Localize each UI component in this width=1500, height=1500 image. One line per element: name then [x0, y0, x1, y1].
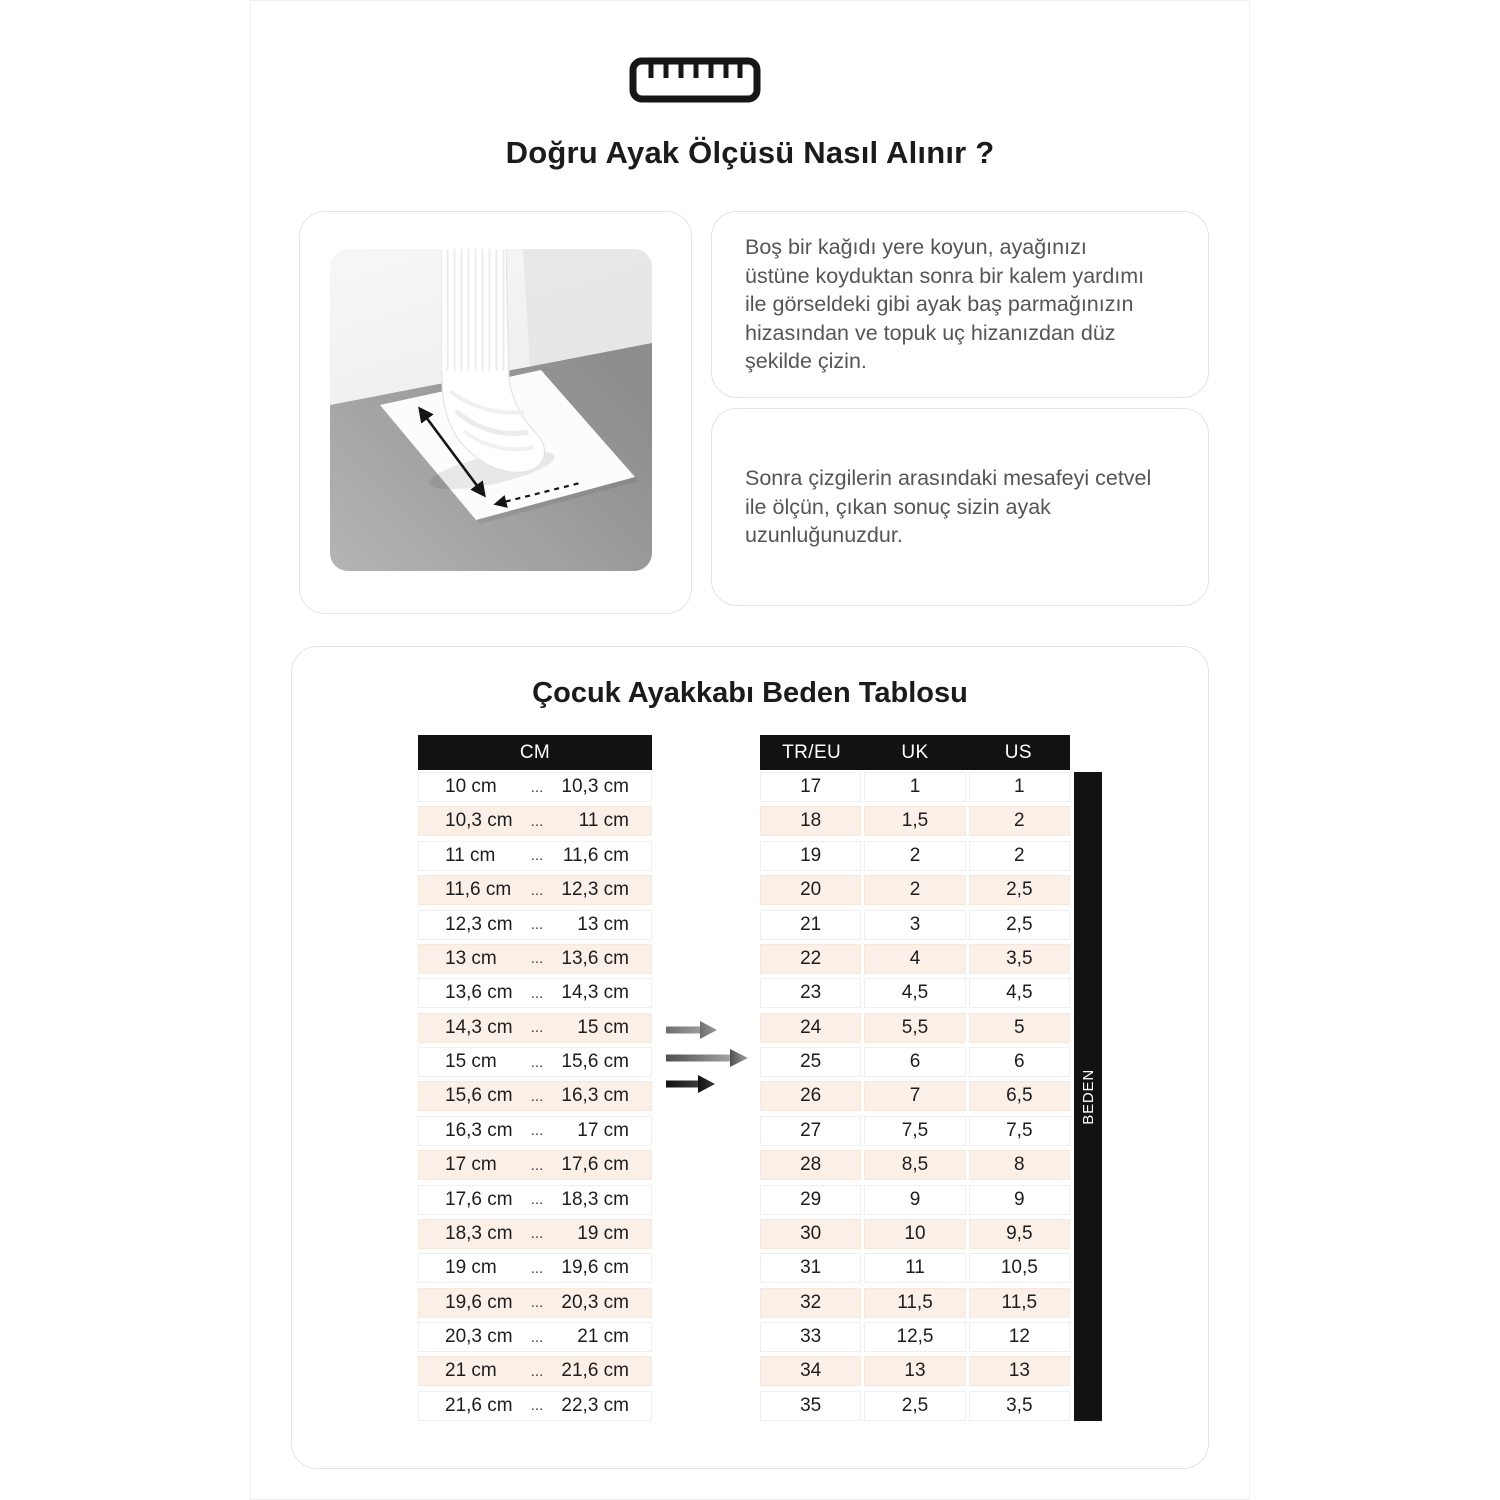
size-cell-tr-eu: 18 [760, 806, 861, 836]
range-dots: ... [530, 984, 544, 1002]
range-dots: ... [530, 1019, 544, 1037]
cm-table-row [418, 875, 652, 905]
howto-title: Doğru Ayak Ölçüsü Nasıl Alınır ? [505, 135, 995, 170]
cm-table-row [418, 1185, 652, 1215]
size-table-row [760, 772, 1070, 802]
size-cell-uk: 11,5 [864, 1288, 965, 1318]
range-dots: ... [530, 1156, 544, 1174]
size-cell-uk: 3 [864, 910, 965, 940]
range-dots: ... [530, 881, 544, 899]
cm-from-value: 21 cm [445, 1360, 497, 1382]
size-cell-us: 6 [969, 1047, 1070, 1077]
cm-from-value: 14,3 cm [445, 1016, 513, 1038]
cm-from-value: 15,6 cm [445, 1085, 513, 1107]
range-dots: ... [530, 1328, 544, 1346]
beden-bar [1074, 772, 1102, 1421]
cm-from-value: 15 cm [445, 1051, 497, 1072]
instruction-card-2 [711, 408, 1209, 606]
range-dots: ... [530, 778, 544, 796]
cm-from-value: 19,6 cm [445, 1291, 513, 1313]
size-table-row [760, 978, 1070, 1008]
range-dots: ... [530, 1087, 544, 1105]
photo-card [299, 211, 692, 614]
size-table-row [760, 875, 1070, 905]
size-cell-tr-eu: 27 [760, 1116, 861, 1146]
cm-to-value: 16,3 cm [561, 1085, 629, 1107]
size-cell-tr-eu: 35 [760, 1391, 861, 1421]
cm-from-value: 13,6 cm [445, 982, 513, 1004]
range-dots: ... [530, 916, 544, 933]
foot-measurement-photo [330, 249, 652, 571]
cm-header-label: CM [519, 741, 551, 763]
cm-to-value: 21,6 cm [561, 1360, 629, 1382]
size-table-row [760, 1185, 1070, 1215]
range-dots: ... [530, 1053, 544, 1071]
cm-from-value: 19 cm [445, 1257, 497, 1279]
cm-table-row [418, 1219, 652, 1249]
size-cell-uk: 4 [864, 944, 965, 974]
cm-table-row [418, 1047, 652, 1077]
size-cell-uk: 6 [864, 1047, 965, 1077]
size-cell-us: 9 [969, 1185, 1070, 1215]
size-cell-us: 2 [969, 806, 1070, 836]
cm-table-row [418, 1288, 652, 1318]
size-table-header [760, 735, 1070, 770]
ruler-icon [251, 57, 1139, 103]
instruction-text-1: Boş bir kağıdı yere koyun, ayağınızı üstüne koyduktan sonra bir kalem yardımı ile görseldeki gibi ayak baş parmağınızın hizasından ve topuk uç hizanızdan düz şekilde çizin. [745, 235, 1145, 374]
cm-table-row [418, 1253, 652, 1283]
size-cell-uk: 7 [864, 1081, 965, 1111]
size-cell-uk: 2,5 [864, 1391, 965, 1421]
cm-from-value: 21,6 cm [445, 1394, 513, 1416]
range-dots: ... [530, 950, 544, 968]
size-cell-tr-eu: 26 [760, 1081, 861, 1111]
size-cell-uk: 7,5 [864, 1116, 965, 1146]
size-cell-uk: 13 [864, 1356, 965, 1386]
size-cell-tr-eu: 17 [760, 772, 861, 802]
cm-table-row [418, 1322, 652, 1352]
size-cell-us: 9,5 [969, 1219, 1070, 1249]
cm-table-row [418, 944, 652, 974]
range-dots: ... [530, 1362, 544, 1380]
size-header-uk: UK [901, 741, 929, 763]
cm-from-value: 20,3 cm [445, 1326, 513, 1347]
instruction-card-1 [711, 211, 1209, 398]
cm-table-row [418, 1081, 652, 1111]
size-guide-page [250, 0, 1250, 1500]
cm-from-value: 12,3 cm [445, 913, 513, 935]
cm-table-body [418, 772, 652, 1421]
size-table-row [760, 1150, 1070, 1180]
cm-table-row [418, 910, 652, 940]
range-dots: ... [530, 1191, 544, 1208]
size-table-row [760, 944, 1070, 974]
size-cell-tr-eu: 21 [760, 910, 861, 940]
cm-table-row [418, 978, 652, 1008]
range-dots: ... [530, 812, 544, 830]
size-table-row [760, 841, 1070, 871]
size-table-row [760, 1081, 1070, 1111]
size-cell-uk: 5,5 [864, 1013, 965, 1043]
cm-to-value: 17 cm [577, 1119, 629, 1141]
size-cell-tr-eu: 30 [760, 1219, 861, 1249]
size-table-row [760, 1253, 1070, 1283]
size-cell-us: 4,5 [969, 978, 1070, 1008]
size-cell-tr-eu: 28 [760, 1150, 861, 1180]
size-table-row [760, 1391, 1070, 1421]
size-cell-us: 11,5 [969, 1288, 1070, 1318]
size-cell-uk: 2 [864, 875, 965, 905]
size-table-body [760, 772, 1070, 1421]
size-table-row [760, 1013, 1070, 1043]
cm-from-value: 10 cm [445, 776, 497, 797]
cm-from-value: 10,3 cm [445, 810, 513, 832]
cm-from-value: 18,3 cm [445, 1222, 513, 1244]
cm-to-value: 11,6 cm [562, 844, 629, 866]
size-cell-us: 5 [969, 1013, 1070, 1043]
size-header-us: US [1004, 741, 1032, 763]
cm-table-row [418, 772, 652, 802]
size-table-row [760, 1322, 1070, 1352]
size-cell-tr-eu: 34 [760, 1356, 861, 1386]
size-cell-us: 6,5 [969, 1081, 1070, 1111]
size-chart-title: Çocuk Ayakkabı Beden Tablosu [532, 677, 968, 709]
size-cell-tr-eu: 25 [760, 1047, 861, 1077]
size-cell-tr-eu: 32 [760, 1288, 861, 1318]
size-chart-card [291, 646, 1209, 1469]
cm-to-value: 18,3 cm [561, 1188, 629, 1210]
size-cell-uk: 1,5 [864, 806, 965, 836]
size-cell-us: 3,5 [969, 944, 1070, 974]
size-cell-us: 2,5 [969, 875, 1070, 905]
size-cell-us: 2 [969, 841, 1070, 871]
size-cell-tr-eu: 33 [760, 1322, 861, 1352]
size-table-row [760, 1288, 1070, 1318]
cm-to-value: 20,3 cm [561, 1291, 629, 1313]
size-cell-tr-eu: 20 [760, 875, 861, 905]
range-dots: ... [530, 1122, 544, 1140]
cm-from-value: 16,3 cm [445, 1119, 513, 1141]
size-table-row [760, 910, 1070, 940]
cm-table-row [418, 1150, 652, 1180]
size-cell-uk: 12,5 [864, 1322, 965, 1352]
cm-to-value: 19,6 cm [561, 1257, 629, 1279]
size-table-row [760, 806, 1070, 836]
cm-table-row [418, 1013, 652, 1043]
size-cell-us: 2,5 [969, 910, 1070, 940]
size-cell-us: 12 [969, 1322, 1070, 1352]
cm-to-value: 12,3 cm [561, 879, 629, 901]
beden-label: BEDEN [1079, 1068, 1097, 1125]
range-dots: ... [530, 1225, 544, 1243]
cm-to-value: 21 cm [577, 1326, 629, 1347]
cm-from-value: 13 cm [445, 947, 497, 969]
size-cell-us: 7,5 [969, 1116, 1070, 1146]
cm-from-value: 17 cm [445, 1154, 497, 1176]
size-table-row [760, 1116, 1070, 1146]
size-cell-tr-eu: 23 [760, 978, 861, 1008]
size-cell-tr-eu: 22 [760, 944, 861, 974]
instruction-text-2: Sonra çizgilerin arasındaki mesafeyi cetvel ile ölçün, çıkan sonuç sizin ayak uzunluğunuzdur. [745, 466, 1152, 548]
cm-to-value: 17,6 cm [561, 1154, 629, 1176]
cm-table-header [418, 735, 652, 770]
cm-table-row [418, 1391, 652, 1421]
size-table-row [760, 1356, 1070, 1386]
cm-from-value: 11 cm [445, 844, 496, 866]
size-cell-us: 8 [969, 1150, 1070, 1180]
cm-to-value: 13,6 cm [561, 947, 629, 969]
size-cell-us: 3,5 [969, 1391, 1070, 1421]
size-cell-us: 10,5 [969, 1253, 1070, 1283]
size-cell-us: 13 [969, 1356, 1070, 1386]
size-cell-uk: 4,5 [864, 978, 965, 1008]
size-cell-us: 1 [969, 772, 1070, 802]
cm-to-value: 10,3 cm [561, 776, 629, 797]
size-cell-uk: 1 [864, 772, 965, 802]
cm-to-value: 13 cm [577, 913, 629, 935]
size-header-tr-eu: TR/EU [782, 741, 842, 763]
cm-table-row [418, 1356, 652, 1386]
size-cell-uk: 9 [864, 1185, 965, 1215]
size-cell-tr-eu: 24 [760, 1013, 861, 1043]
cm-to-value: 15 cm [577, 1016, 629, 1038]
size-cell-uk: 2 [864, 841, 965, 871]
cm-to-value: 19 cm [577, 1222, 629, 1244]
cm-table-row [418, 1116, 652, 1146]
range-dots: ... [530, 1397, 544, 1415]
range-dots: ... [530, 1294, 544, 1312]
size-table-row [760, 1047, 1070, 1077]
cm-table-row [418, 841, 652, 871]
cm-to-value: 14,3 cm [561, 982, 629, 1004]
size-cell-uk: 8,5 [864, 1150, 965, 1180]
cm-from-value: 11,6 cm [445, 879, 512, 901]
size-cell-tr-eu: 29 [760, 1185, 861, 1215]
range-dots: ... [530, 1259, 544, 1277]
cm-to-value: 15,6 cm [561, 1051, 629, 1072]
cm-table-row [418, 806, 652, 836]
size-table-row [760, 1219, 1070, 1249]
size-cell-tr-eu: 19 [760, 841, 861, 871]
size-cell-uk: 10 [864, 1219, 965, 1249]
range-dots: ... [530, 847, 544, 865]
cm-from-value: 17,6 cm [445, 1188, 513, 1210]
cm-to-value: 22,3 cm [561, 1394, 629, 1416]
size-cell-uk: 11 [864, 1253, 965, 1283]
transfer-arrows-icon [664, 1013, 752, 1099]
cm-to-value: 11 cm [578, 810, 629, 832]
size-cell-tr-eu: 31 [760, 1253, 861, 1283]
